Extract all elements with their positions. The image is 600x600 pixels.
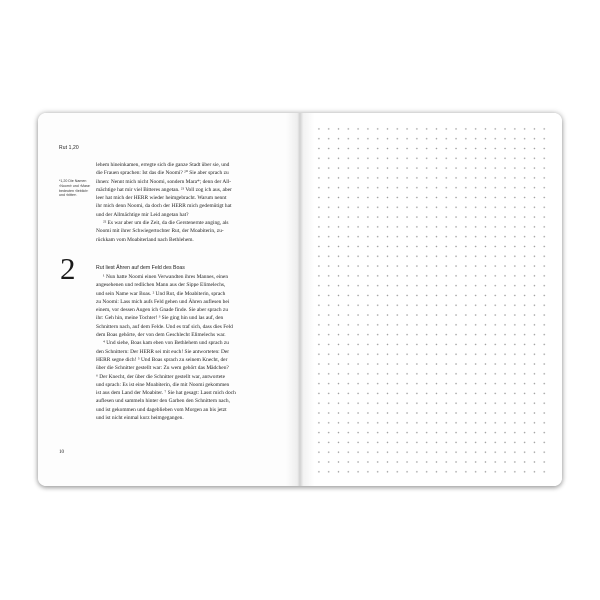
passage-text [96, 161, 264, 244]
text-line: den Schnittern: Der HERR sei mit euch! Sie antworteten: Der [96, 348, 230, 355]
text-line: Schnittern nach, auf dem Felde. Und es traf sich, dass dies Feld [96, 323, 233, 330]
text-line: ihr mich denn Noomi, da doch der HERR mich gedemütigt hat [96, 203, 232, 210]
text-line: angesehenen und redlichen Mann aus der Sippe Elimelechs, [96, 282, 226, 289]
text-line: ihr: Geh hin, meine Tochter! ³ Sie ging hin und las auf, den [96, 315, 224, 322]
text-line: und ist gekommen und dageblieben vom Morgen an bis jetzt [96, 406, 227, 413]
text-line: auflesen und sammeln hinter den Garben den Schnittern nach, [96, 398, 230, 405]
text-line: die Frauen sprachen: Ist das die Noomi? ²⁰ Sie aber sprach zu [96, 170, 229, 177]
text-line: zu Noomi: Lass mich aufs Feld gehen und Ähren auflesen bei [96, 298, 230, 305]
section-heading: Rut liest Ähren auf dem Feld des Boas [96, 265, 185, 271]
chapter-number: 2 [60, 251, 76, 286]
text-line: ihnen: Nennt mich nicht Noomi, sondern Mara*; denn der All- [96, 178, 232, 185]
text-line: mächtige hat mir viel Bitteres angetan. ²¹ Voll zog ich aus, aber [96, 186, 232, 193]
running-head: Rut 1,20 [59, 145, 79, 151]
text-line: HERR segne dich! ⁵ Und Boas sprach zu seinem Knecht, der [96, 356, 228, 363]
text-line: und der Allmächtige mir Leid angetan hat? [96, 211, 189, 218]
text-line: dem Boas gehörte, der von dem Geschlecht Elimelechs war. [96, 332, 226, 339]
text-line: ist aus dem Land der Moabiter. ⁷ Sie hat gesagt: Lasst mich doch [96, 390, 236, 397]
text-line: ⁶ Der Knecht, der über die Schnitter gestellt war, antwortete [96, 373, 226, 380]
text-line: und ist nicht einmal kurz heimgegangen. [96, 415, 184, 422]
open-book [38, 113, 562, 486]
text-line: einem, vor dessen Augen ich Gnade finde. Sie aber sprach zu [96, 307, 229, 314]
left-page [38, 113, 300, 486]
page-number: 10 [59, 450, 64, 455]
chapter-text [96, 273, 264, 422]
text-line: ²² Es war aber um die Zeit, da die Gerstenernte anging, als [103, 220, 229, 227]
footnote: *1,20 Die Namen ›Noomi‹ und ›Mara‹ bedeuten ›lieblich‹ und ›bitter‹. [59, 179, 91, 198]
text-line: leer hat mich der HERR wieder heimgebracht. Warum nennt [96, 195, 227, 202]
text-line: rückkam vom Moabiterland nach Bethlehem. [96, 236, 194, 243]
text-line: Noomi mit ihrer Schwiegertochter Rut, der Moabiterin, zu- [96, 228, 224, 235]
text-line: ¹ Nun hatte Noomi einen Verwandten ihres Mannes, einen [103, 274, 229, 280]
dot-grid [314, 124, 551, 476]
text-line: über die Schnitter gestellt war: Zu wem gehört das Mädchen? [96, 365, 229, 372]
text-line: ⁴ Und siehe, Boas kam eben von Bethlehem und sprach zu [103, 340, 229, 347]
text-line: und sprach: Es ist eine Moabiterin, die mit Noomi gekommen [96, 381, 230, 388]
text-line: und sein Name war Boas. ² Und Rut, die Moabiterin, sprach [96, 290, 226, 297]
text-line: lehem hineinkamen, erregte sich die ganze Stadt über sie, und [96, 162, 230, 168]
